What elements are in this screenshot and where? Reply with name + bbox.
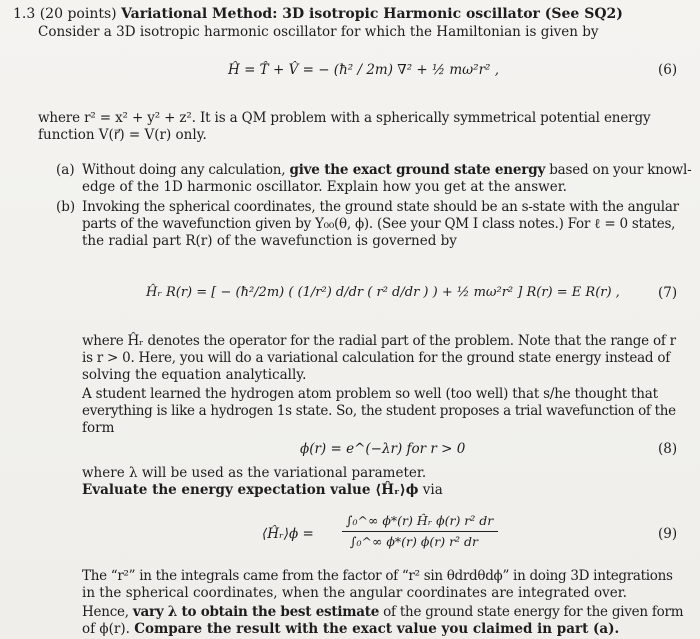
evaluate-bold: Evaluate the energy expectation value ⟨Ĥᵣ⟩ϕ	[82, 482, 419, 498]
p4-line	[82, 604, 683, 621]
p1-line-1: where Ĥᵣ denotes the operator for the radial part of the problem. Note that the range of r	[82, 333, 676, 349]
p1-line-2: is r > 0. Here, you will do a variational calculation for the ground state energy instead of	[82, 350, 670, 366]
p5-line	[82, 621, 619, 638]
intro-text: Consider a 3D isotropic harmonic oscillator for which the Hamiltonian is given by	[38, 24, 599, 40]
part-b-line-2: parts of the wavefunction given by Y₀₀(θ, ϕ). (See your QM I class notes.) For ℓ = 0 states,	[82, 216, 676, 232]
evaluate-post: via	[422, 482, 443, 498]
equation-9-fraction-bar	[342, 531, 498, 532]
equation-8-number: (8)	[658, 441, 678, 457]
equation-7-number: (7)	[658, 285, 678, 301]
part-a-line-1	[82, 162, 692, 179]
evaluate-line	[82, 482, 443, 499]
part-a-bold: give the exact ground state energy	[289, 162, 546, 178]
problem-header	[13, 6, 623, 23]
p2-line-1: A student learned the hydrogen atom problem so well (too well) that s/he thought that	[82, 386, 658, 402]
lambda-line: where λ will be used as the variational parameter.	[82, 465, 427, 481]
p3-line-1: The “r²” in the integrals came from the factor of “r² sin θdrdθdϕ” in doing 3D integrations	[82, 568, 673, 584]
p4-post: of the ground state energy for the given form	[383, 604, 684, 620]
p2-line-2: everything is like a hydrogen 1s state. So, the student proposes a trial wavefunction of the	[82, 403, 676, 419]
equation-9-lhs: ⟨Ĥᵣ⟩ϕ =	[262, 526, 314, 542]
p5-bold: Compare the result with the exact value you claimed in part (a).	[134, 621, 620, 637]
p4-pre: Hence,	[82, 604, 129, 620]
where-line-2: function V(r⃗) = V(r) only.	[38, 127, 207, 143]
part-a-pre: Without doing any calculation,	[82, 162, 286, 178]
equation-9-numerator: ∫₀^∞ ϕ*(r) Ĥᵣ ϕ(r) r² dr	[346, 513, 494, 528]
p3-line-2: in the spherical coordinates, when the angular coordinates are integrated over.	[82, 585, 627, 601]
equation-6-number: (6)	[658, 62, 678, 78]
p4-bold: vary λ to obtain the best estimate	[132, 604, 380, 620]
p2-line-3: form	[82, 420, 115, 436]
part-a-label: (a)	[56, 162, 75, 178]
problem-points: (20 points)	[39, 6, 117, 22]
problem-number: 1.3	[13, 6, 36, 22]
equation-9-number: (9)	[658, 526, 678, 542]
part-b-label: (b)	[56, 199, 76, 215]
equation-8: ϕ(r) = e^(−λr) for r > 0	[300, 441, 466, 457]
equation-9-denominator: ∫₀^∞ ϕ*(r) ϕ(r) r² dr	[350, 534, 479, 549]
p5-pre: of ϕ(r).	[82, 621, 130, 637]
part-b-line-3: the radial part R(r) of the wavefunction is governed by	[82, 233, 457, 249]
equation-6: Ĥ = T̂ + V̂ = − (ħ² / 2m) ∇² + ½ mω²r² ,	[228, 62, 500, 78]
part-a-line-2: edge of the 1D harmonic oscillator. Explain how you get at the answer.	[82, 179, 567, 195]
problem-title: Variational Method: 3D isotropic Harmonic oscillator (See SQ2)	[121, 6, 623, 22]
part-b-line-1: Invoking the spherical coordinates, the ground state should be an s-state with the angular	[82, 199, 679, 215]
p1-line-3: solving the equation analytically.	[82, 367, 307, 383]
part-a-post: based on your knowl-	[549, 162, 692, 178]
equation-7: Ĥᵣ R(r) = [ − (ħ²/2m) ( (1/r²) d/dr ( r² d/dr ) ) + ½ mω²r² ] R(r) = E R(r) ,	[146, 285, 620, 300]
where-line-1: where r² = x² + y² + z². It is a QM problem with a spherically symmetrical potential energy	[38, 110, 651, 126]
